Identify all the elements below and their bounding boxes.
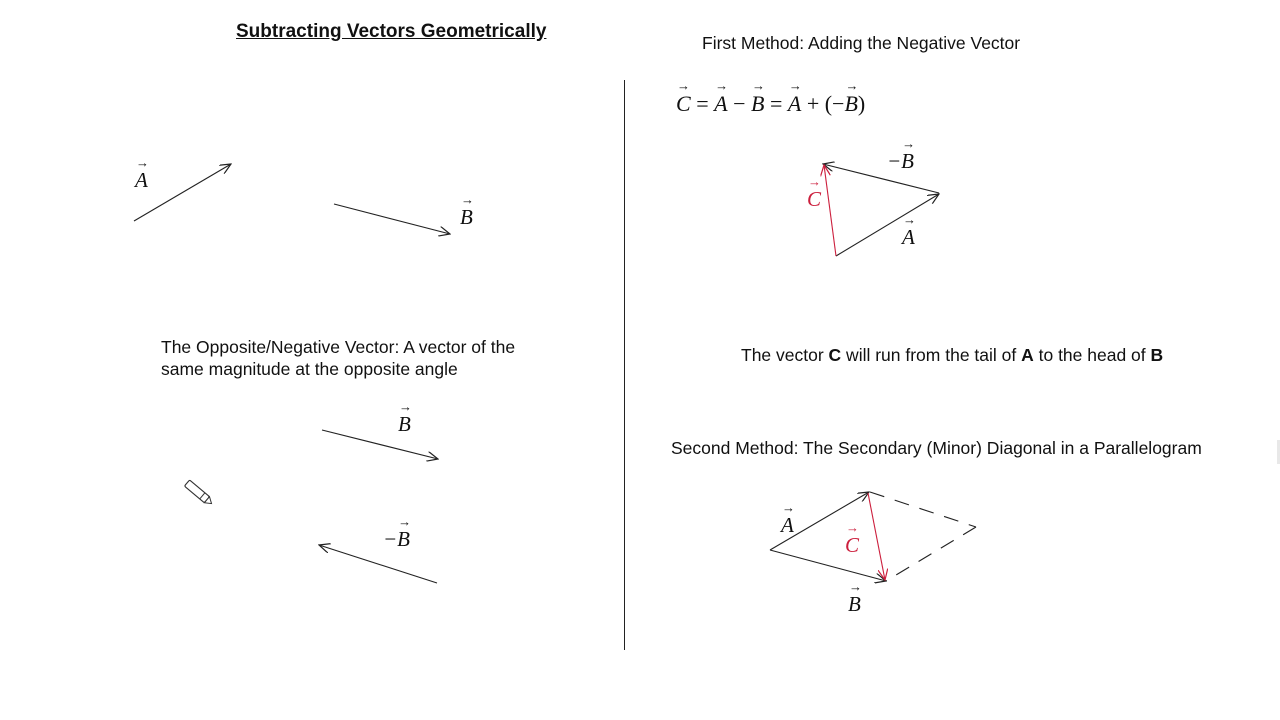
label-b-bottom: → B	[398, 412, 411, 437]
label-b-parallelogram: → B	[848, 592, 861, 617]
vector-b-top	[334, 204, 450, 234]
vector-neg-b-bottom	[319, 545, 437, 583]
vector-a-top	[134, 164, 231, 221]
opposite-text-line1: The Opposite/Negative Vector: A vector of the	[161, 337, 516, 357]
dashed-side-top	[870, 492, 976, 527]
vector-b-parallelogram	[770, 550, 886, 581]
vector-a-triangle	[836, 194, 939, 256]
label-c-parallelogram: → C	[845, 533, 859, 558]
opposite-text-line2: same magnitude at the opposite angle	[161, 359, 458, 379]
dashed-side-right	[886, 527, 976, 581]
label-neg-b-triangle: −→ B	[887, 149, 914, 174]
tail-head-sentence: The vector C will run from the tail of A to the head of B	[741, 345, 1164, 365]
label-c-triangle: → C	[807, 187, 821, 212]
equation: → C = → A − → B = → A + (−→ B)	[676, 91, 865, 117]
method2-heading: Second Method: The Secondary (Minor) Diagonal in a Parallelogram	[671, 438, 1202, 458]
vector-b-bottom	[322, 430, 438, 459]
label-a-top: → A	[135, 168, 148, 193]
label-neg-b-bottom: −→ B	[383, 527, 410, 552]
vector-c-parallelogram	[868, 493, 885, 580]
page-title: Subtracting Vectors Geometrically	[236, 21, 547, 42]
label-a-triangle: → A	[902, 225, 915, 250]
vector-c-triangle	[824, 165, 836, 256]
label-a-parallelogram: → A	[781, 513, 794, 538]
label-b-top: → B	[460, 205, 473, 230]
method1-heading: First Method: Adding the Negative Vector	[702, 33, 1021, 53]
pen-cursor-icon	[184, 480, 214, 507]
vector-neg-b-triangle	[823, 164, 939, 193]
